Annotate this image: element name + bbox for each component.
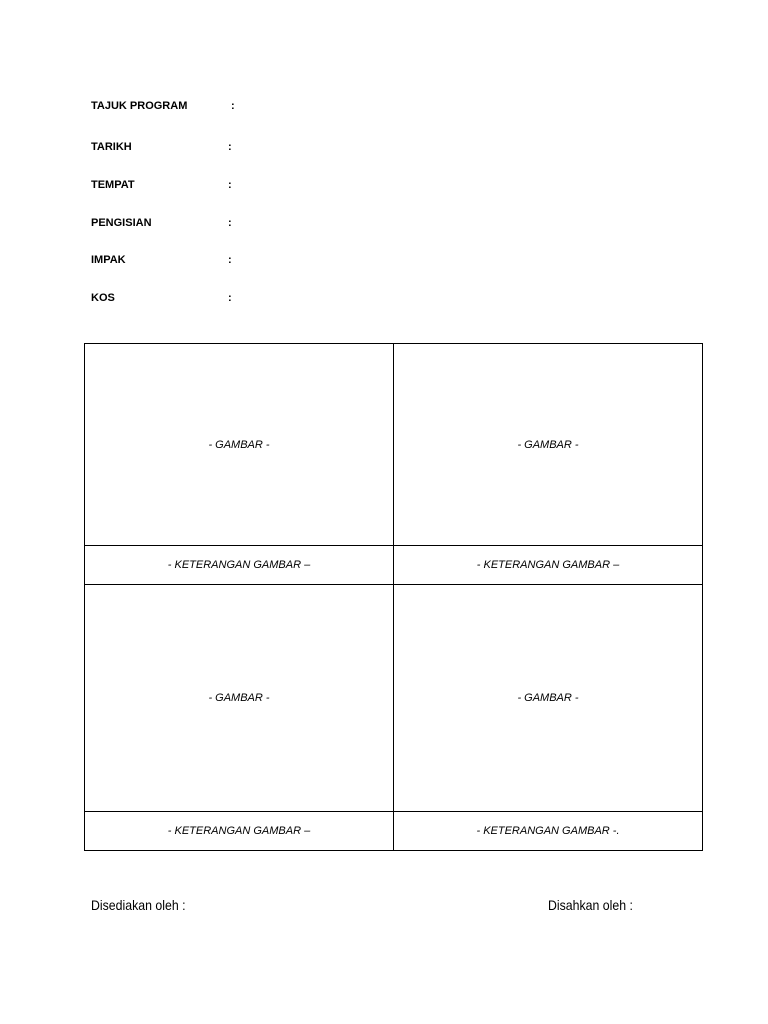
field-label-date: TARIKH <box>91 141 132 153</box>
caption-cell-4 <box>394 812 703 851</box>
field-label-content: PENGISIAN <box>91 217 152 229</box>
photo-grid <box>84 343 703 851</box>
field-label-cost: KOS <box>91 292 115 304</box>
photo-caption-1: - KETERANGAN GAMBAR – <box>167 559 311 571</box>
caption-row-2 <box>85 812 703 851</box>
approved-by-label: Disahkan oleh : <box>548 897 633 913</box>
field-colon-date: : <box>228 141 232 153</box>
field-label-venue: TEMPAT <box>91 179 135 191</box>
photo-placeholder-4: - GAMBAR - <box>517 692 579 704</box>
caption-row-1 <box>85 546 703 585</box>
field-colon-venue: : <box>228 179 232 191</box>
caption-cell-1 <box>85 546 394 585</box>
photo-row-1 <box>85 344 703 546</box>
photo-caption-3: - KETERANGAN GAMBAR – <box>167 825 311 837</box>
caption-cell-3 <box>85 812 394 851</box>
field-label-impact: IMPAK <box>91 254 126 266</box>
prepared-by-label: Disediakan oleh : <box>91 897 186 913</box>
photo-cell-2 <box>394 344 703 546</box>
field-label-program-title: TAJUK PROGRAM <box>91 100 188 112</box>
field-colon-impact: : <box>228 254 232 266</box>
field-colon-program-title: : <box>231 100 235 112</box>
field-colon-cost: : <box>228 292 232 304</box>
field-colon-content: : <box>228 217 232 229</box>
photo-caption-2: - KETERANGAN GAMBAR – <box>476 559 620 571</box>
photo-cell-4 <box>394 585 703 812</box>
photo-placeholder-3: - GAMBAR - <box>208 692 270 704</box>
photo-row-2 <box>85 585 703 812</box>
photo-placeholder-1: - GAMBAR - <box>208 438 270 451</box>
photo-caption-4: - KETERANGAN GAMBAR -. <box>476 825 620 837</box>
photo-cell-3 <box>85 585 394 812</box>
caption-cell-2 <box>394 546 703 585</box>
photo-cell-1 <box>85 344 394 546</box>
photo-placeholder-2: - GAMBAR - <box>517 438 579 451</box>
